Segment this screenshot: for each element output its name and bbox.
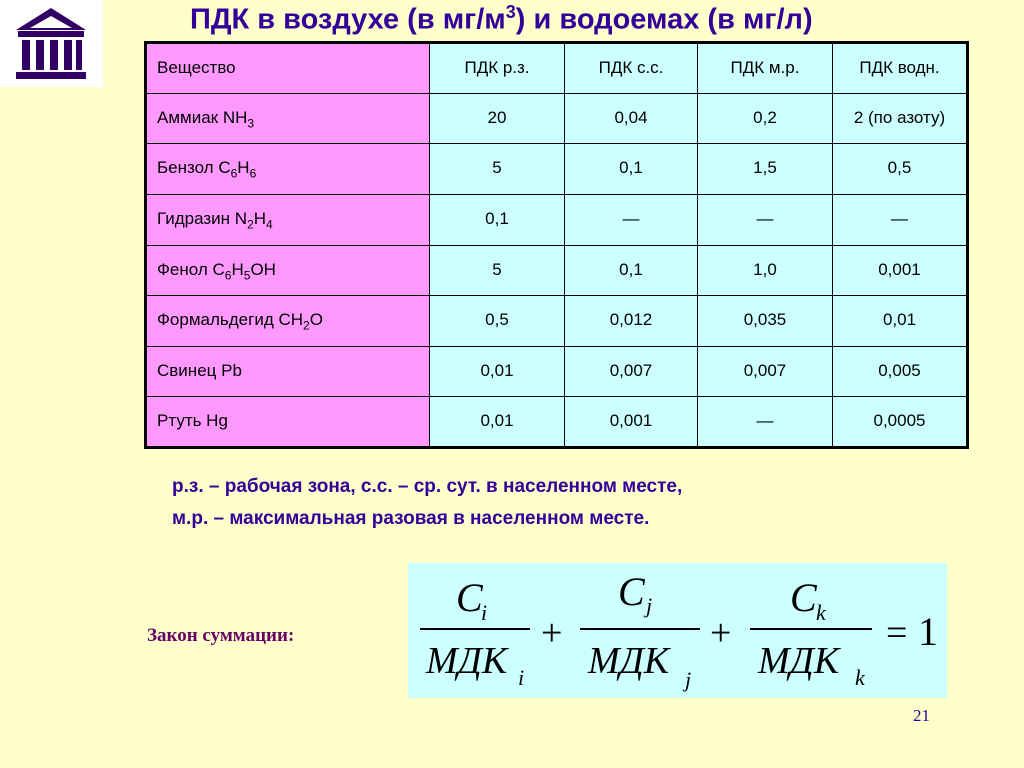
abbreviation-notes bbox=[172, 471, 892, 535]
value-cell: 2 (по азоту) bbox=[833, 93, 968, 144]
value-cell: 0,2 bbox=[698, 93, 833, 144]
value-cell: 0,01 bbox=[430, 397, 565, 448]
value-cell: — bbox=[698, 194, 833, 245]
table-row bbox=[146, 93, 968, 144]
result-value: 1 bbox=[918, 609, 938, 654]
header-pdk-vodn: ПДК водн. bbox=[833, 43, 968, 94]
table-row bbox=[146, 194, 968, 245]
numerator-c-k: C bbox=[790, 575, 817, 620]
page-number: 21 bbox=[913, 706, 930, 725]
header-pdk-mr: ПДК м.р. bbox=[698, 43, 833, 94]
value-cell: 0,012 bbox=[565, 296, 698, 347]
page-title: ПДК в воздухе (в $мг/м^3$) и водоемах (в мг/л) bbox=[190, 2, 813, 36]
note-line: м.р. – максимальная разовая в населенном месте. bbox=[172, 508, 650, 529]
value-cell: 1,0 bbox=[698, 245, 833, 296]
denominator-sub-j: j bbox=[685, 667, 692, 692]
numerator-sub-i: i bbox=[481, 600, 488, 625]
value-cell: 20 bbox=[430, 93, 565, 144]
table-row bbox=[146, 296, 968, 347]
table-row bbox=[146, 397, 968, 448]
value-cell: 0,01 bbox=[430, 346, 565, 397]
value-cell: 0,1 bbox=[430, 194, 565, 245]
substance-cell: Фенол $C_6H_5OH$ bbox=[146, 245, 430, 296]
value-cell: — bbox=[698, 397, 833, 448]
value-cell: 0,005 bbox=[833, 346, 968, 397]
value-cell: 0,01 bbox=[833, 296, 968, 347]
value-cell: 0,5 bbox=[430, 296, 565, 347]
value-cell: 0,0005 bbox=[833, 397, 968, 448]
bank-building-icon bbox=[0, 0, 103, 87]
denominator-mdk-j: МДК bbox=[588, 640, 670, 682]
numerator-sub-k: k bbox=[816, 600, 826, 625]
denominator-mdk-k: МДК bbox=[758, 640, 840, 682]
denominator-sub-i: i bbox=[518, 665, 525, 690]
plus-sign: + bbox=[710, 612, 732, 654]
substance-cell: Свинец Pb bbox=[146, 346, 430, 397]
table-row bbox=[146, 245, 968, 296]
plus-sign: + bbox=[541, 612, 563, 654]
value-cell: — bbox=[833, 194, 968, 245]
header-pdk-rz: ПДК р.з. bbox=[430, 43, 565, 94]
substance-cell: Аммиак $NH_3$ bbox=[146, 93, 430, 144]
value-cell: 5 bbox=[430, 245, 565, 296]
value-cell: 0,007 bbox=[698, 346, 833, 397]
equals-sign: = bbox=[886, 612, 908, 654]
denominator-sub-k: k bbox=[855, 665, 865, 690]
substance-cell: Ртуть Hg bbox=[146, 397, 430, 448]
value-cell: 5 bbox=[430, 144, 565, 195]
summation-formula bbox=[408, 563, 947, 698]
value-cell: 0,1 bbox=[565, 144, 698, 195]
header-pdk-ss: ПДК с.с. bbox=[565, 43, 698, 94]
header-substance: Вещество bbox=[146, 43, 430, 94]
numerator-c-i: C bbox=[456, 575, 483, 620]
logo bbox=[0, 0, 103, 87]
numerator-sub-j: j bbox=[646, 593, 653, 618]
substance-cell: Бензол $C_6H_6$ bbox=[146, 144, 430, 195]
pdk-table bbox=[144, 41, 969, 449]
value-cell: 0,5 bbox=[833, 144, 968, 195]
value-cell: 0,04 bbox=[565, 93, 698, 144]
value-cell: 0,007 bbox=[565, 346, 698, 397]
denominator-mdk-i: МДК bbox=[426, 640, 508, 682]
substance-cell: Формальдегид $CH_2O$ bbox=[146, 296, 430, 347]
value-cell: 1,5 bbox=[698, 144, 833, 195]
value-cell: 0,1 bbox=[565, 245, 698, 296]
numerator-c-j: C bbox=[618, 569, 645, 614]
summation-law-label: Закон суммации: bbox=[147, 625, 295, 646]
substance-cell: Гидразин $N_2H_4$ bbox=[146, 194, 430, 245]
table-row bbox=[146, 144, 968, 195]
value-cell: 0,001 bbox=[565, 397, 698, 448]
value-cell: 0,001 bbox=[833, 245, 968, 296]
value-cell: — bbox=[565, 194, 698, 245]
table-row bbox=[146, 346, 968, 397]
value-cell: 0,035 bbox=[698, 296, 833, 347]
table-header-row bbox=[146, 43, 968, 94]
note-line: р.з. – рабочая зона, с.с. – ср. сут. в населенном месте, bbox=[172, 476, 683, 497]
